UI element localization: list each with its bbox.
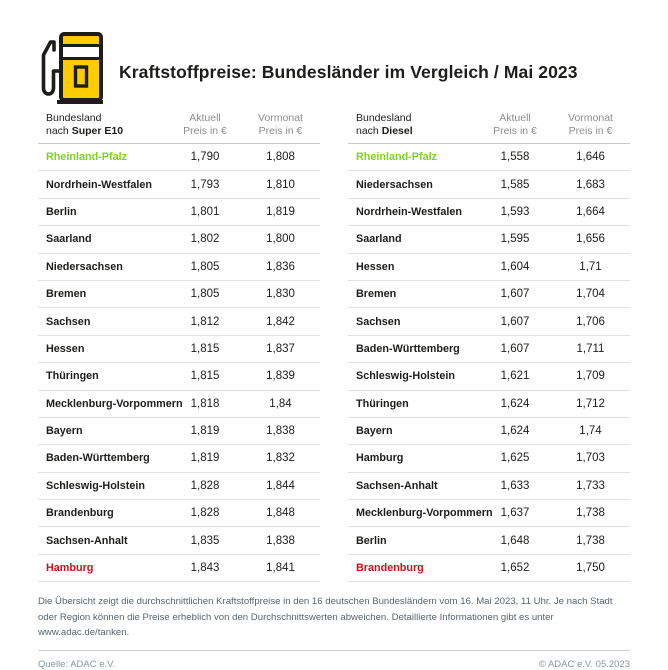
table-header: [38, 111, 320, 144]
header-vormonat-line2: Preis in €: [258, 125, 303, 137]
state-name: Nordrhein-Westfalen: [46, 178, 152, 191]
source-text: Quelle: ADAC e.V.: [38, 658, 116, 670]
aktuell-value: 1,801: [190, 205, 220, 218]
footnote-text: Die Übersicht zeigt die durchschnittlichen Kraftstoffpreise in den 16 deutschen Bundesländern vom 16. Mai 2023, 11 Uhr. Je nach Stadt oder Region können die Preise erheblich von den Durchschnittswerten abweichen. Detaillierte Informationen gibt es unter www.adac.de/tanken.: [38, 596, 613, 639]
table-row: [38, 555, 320, 582]
table-row: [348, 254, 630, 281]
state-name: Sachsen-Anhalt: [46, 534, 128, 547]
page-title: Kraftstoffpreise: Bundesländer im Vergleich / Mai 2023: [119, 61, 578, 82]
aktuell-value: 1,819: [190, 425, 220, 438]
table-row: [348, 144, 630, 171]
table-row: [38, 281, 320, 308]
aktuell-value: 1,595: [500, 233, 530, 246]
vormonat-value: 1,738: [576, 507, 605, 520]
aktuell-value: 1,648: [500, 534, 530, 547]
table-super-e10: [38, 111, 320, 582]
table-row: [38, 226, 320, 253]
state-name: Niedersachsen: [46, 260, 123, 273]
state-name: Rheinland-Pfalz: [356, 151, 437, 164]
state-name: Schleswig-Holstein: [356, 370, 455, 383]
state-name: Thüringen: [356, 397, 409, 410]
state-name: Brandenburg: [356, 562, 424, 575]
table-row: [348, 171, 630, 198]
footer-divider: [38, 650, 630, 651]
vormonat-value: 1,842: [266, 315, 295, 328]
vormonat-value: 1,683: [576, 178, 605, 191]
state-name: Thüringen: [46, 370, 99, 383]
table-row: [38, 144, 320, 171]
table-row: [348, 473, 630, 500]
vormonat-value: 1,800: [266, 233, 295, 246]
header-fuel-name: Super E10: [71, 125, 124, 137]
table-row: [38, 445, 320, 472]
table-row: [38, 363, 320, 390]
vormonat-value: 1,738: [576, 534, 605, 547]
column-header-vormonat: [551, 112, 630, 138]
aktuell-value: 1,802: [190, 233, 220, 246]
aktuell-value: 1,818: [190, 397, 220, 410]
header-state-prefix: nach: [356, 125, 382, 137]
state-name: Brandenburg: [46, 507, 114, 520]
aktuell-value: 1,793: [190, 178, 220, 191]
state-name: Saarland: [46, 233, 92, 246]
vormonat-value: 1,646: [576, 151, 605, 164]
vormonat-value: 1,71: [579, 260, 602, 273]
state-name: Mecklenburg-Vorpommern: [46, 397, 183, 410]
table-row: [348, 281, 630, 308]
aktuell-value: 1,815: [190, 342, 220, 355]
table-row: [348, 391, 630, 418]
vormonat-value: 1,808: [266, 151, 295, 164]
table-row: [38, 527, 320, 554]
state-name: Niedersachsen: [356, 178, 433, 191]
aktuell-value: 1,843: [190, 562, 220, 575]
vormonat-value: 1,848: [266, 507, 295, 520]
masthead: [38, 30, 630, 108]
table-row: [348, 527, 630, 554]
vormonat-value: 1,712: [576, 397, 605, 410]
state-name: Sachsen: [356, 315, 401, 328]
table-row: [348, 418, 630, 445]
table-row: [38, 308, 320, 335]
aktuell-value: 1,607: [500, 288, 530, 301]
column-header-aktuell: [479, 112, 551, 138]
table-header: [348, 111, 630, 144]
state-name: Saarland: [356, 233, 402, 246]
header-vormonat-line2: Preis in €: [568, 125, 613, 137]
aktuell-value: 1,621: [500, 370, 530, 383]
state-name: Rheinland-Pfalz: [46, 151, 127, 164]
table-row: [348, 226, 630, 253]
vormonat-value: 1,709: [576, 370, 605, 383]
aktuell-value: 1,790: [190, 151, 220, 164]
state-name: Sachsen: [46, 315, 91, 328]
table-row: [348, 199, 630, 226]
vormonat-value: 1,839: [266, 370, 295, 383]
column-header-bundesland: [38, 112, 169, 138]
aktuell-value: 1,558: [500, 151, 530, 164]
aktuell-value: 1,812: [190, 315, 220, 328]
vormonat-value: 1,841: [266, 562, 295, 575]
column-header-bundesland: [348, 112, 479, 138]
state-name: Hamburg: [356, 452, 404, 465]
vormonat-value: 1,74: [579, 425, 602, 438]
vormonat-value: 1,703: [576, 452, 605, 465]
vormonat-value: 1,664: [576, 205, 605, 218]
aktuell-value: 1,652: [500, 562, 530, 575]
state-name: Nordrhein-Westfalen: [356, 205, 462, 218]
table-row: [348, 308, 630, 335]
aktuell-value: 1,624: [500, 425, 530, 438]
aktuell-value: 1,593: [500, 205, 530, 218]
vormonat-value: 1,838: [266, 425, 295, 438]
fuel-pump-icon: [40, 31, 106, 107]
vormonat-value: 1,810: [266, 178, 295, 191]
header-vormonat-line1: Vormonat: [258, 112, 303, 124]
aktuell-value: 1,815: [190, 370, 220, 383]
state-name: Berlin: [356, 534, 387, 547]
table-row: [348, 363, 630, 390]
vormonat-value: 1,750: [576, 562, 605, 575]
header-state-line1: Bundesland: [46, 112, 102, 124]
state-name: Bayern: [46, 425, 83, 438]
state-name: Hamburg: [46, 562, 94, 575]
vormonat-value: 1,819: [266, 205, 295, 218]
aktuell-value: 1,637: [500, 507, 530, 520]
state-name: Schleswig-Holstein: [46, 479, 145, 492]
state-name: Berlin: [46, 205, 77, 218]
vormonat-value: 1,706: [576, 315, 605, 328]
aktuell-value: 1,828: [190, 507, 220, 520]
vormonat-value: 1,838: [266, 534, 295, 547]
aktuell-value: 1,624: [500, 397, 530, 410]
column-header-aktuell: [169, 112, 241, 138]
aktuell-value: 1,828: [190, 479, 220, 492]
vormonat-value: 1,656: [576, 233, 605, 246]
state-name: Sachsen-Anhalt: [356, 479, 438, 492]
state-name: Bremen: [46, 288, 87, 301]
aktuell-value: 1,625: [500, 452, 530, 465]
table-row: [38, 336, 320, 363]
state-name: Bremen: [356, 288, 397, 301]
state-name: Hessen: [46, 342, 85, 355]
header-fuel-name: Diesel: [381, 125, 413, 137]
table-row: [38, 171, 320, 198]
table-row: [348, 445, 630, 472]
vormonat-value: 1,733: [576, 479, 605, 492]
table-row: [38, 391, 320, 418]
table-row: [348, 500, 630, 527]
table-row: [38, 500, 320, 527]
header-aktuell-line1: Aktuell: [189, 112, 221, 124]
state-name: Baden-Württemberg: [46, 452, 150, 465]
aktuell-value: 1,805: [190, 260, 220, 273]
aktuell-value: 1,604: [500, 260, 530, 273]
header-aktuell-line2: Preis in €: [183, 125, 227, 137]
state-name: Mecklenburg-Vorpommern: [356, 507, 493, 520]
vormonat-value: 1,711: [576, 342, 605, 355]
header-vormonat-line1: Vormonat: [568, 112, 613, 124]
aktuell-value: 1,607: [500, 342, 530, 355]
vormonat-value: 1,844: [266, 479, 295, 492]
table-row: [38, 473, 320, 500]
table-row: [38, 254, 320, 281]
column-header-vormonat: [241, 112, 320, 138]
table-body: [38, 144, 320, 582]
table-row: [38, 418, 320, 445]
header-state-prefix: nach: [46, 125, 72, 137]
price-tables: [38, 111, 630, 582]
vormonat-value: 1,84: [269, 397, 292, 410]
source-row: [38, 659, 630, 670]
state-name: Bayern: [356, 425, 393, 438]
vormonat-value: 1,830: [266, 288, 295, 301]
table-row: [348, 336, 630, 363]
state-name: Baden-Württemberg: [356, 342, 460, 355]
table-row: [348, 555, 630, 582]
table-body: [348, 144, 630, 582]
vormonat-value: 1,832: [266, 452, 295, 465]
header-state-line1: Bundesland: [356, 112, 412, 124]
header-aktuell-line1: Aktuell: [499, 112, 531, 124]
vormonat-value: 1,837: [266, 342, 295, 355]
aktuell-value: 1,805: [190, 288, 220, 301]
header-aktuell-line2: Preis in €: [493, 125, 537, 137]
copyright-text: © ADAC e.V. 05.2023: [538, 658, 630, 670]
table-row: [38, 199, 320, 226]
aktuell-value: 1,585: [500, 178, 530, 191]
vormonat-value: 1,704: [576, 288, 605, 301]
vormonat-value: 1,836: [266, 260, 295, 273]
state-name: Hessen: [356, 260, 395, 273]
aktuell-value: 1,633: [500, 479, 530, 492]
aktuell-value: 1,819: [190, 452, 220, 465]
aktuell-value: 1,835: [190, 534, 220, 547]
table-diesel: [348, 111, 630, 582]
aktuell-value: 1,607: [500, 315, 530, 328]
